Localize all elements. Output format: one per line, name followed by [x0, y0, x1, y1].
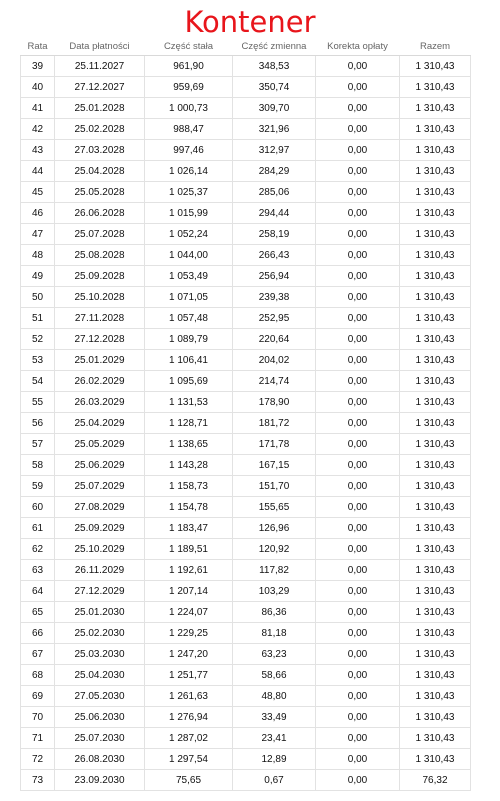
total-cell: 1 310,43 — [400, 413, 471, 434]
total-cell: 1 310,43 — [400, 245, 471, 266]
fixed-part-cell: 997,46 — [145, 140, 233, 161]
variable-part-cell: 266,43 — [233, 245, 316, 266]
variable-part-cell: 309,70 — [233, 98, 316, 119]
payment-date-cell: 25.09.2029 — [55, 518, 145, 539]
total-cell: 1 310,43 — [400, 224, 471, 245]
installment-cell: 60 — [21, 497, 55, 518]
installment-cell: 55 — [21, 392, 55, 413]
payment-date-cell: 25.10.2028 — [55, 287, 145, 308]
table-row — [21, 371, 471, 392]
fixed-part-cell: 1 025,37 — [145, 182, 233, 203]
fee-correction-cell: 0,00 — [316, 665, 400, 686]
table-row — [21, 665, 471, 686]
fee-correction-cell: 0,00 — [316, 518, 400, 539]
table-row — [21, 182, 471, 203]
payment-date-cell: 27.11.2028 — [55, 308, 145, 329]
column-header-fee-correction: Korekta opłaty — [316, 38, 400, 56]
table-row — [21, 770, 471, 791]
payment-date-cell: 25.08.2028 — [55, 245, 145, 266]
variable-part-cell: 256,94 — [233, 266, 316, 287]
installment-cell: 41 — [21, 98, 55, 119]
installment-cell: 62 — [21, 539, 55, 560]
table-row — [21, 518, 471, 539]
variable-part-cell: 252,95 — [233, 308, 316, 329]
fee-correction-cell: 0,00 — [316, 602, 400, 623]
installment-cell: 44 — [21, 161, 55, 182]
installment-cell: 64 — [21, 581, 55, 602]
total-cell: 1 310,43 — [400, 728, 471, 749]
payment-date-cell: 27.12.2027 — [55, 77, 145, 98]
table-row — [21, 98, 471, 119]
fee-correction-cell: 0,00 — [316, 77, 400, 98]
variable-part-cell: 312,97 — [233, 140, 316, 161]
header-row — [21, 38, 471, 56]
fee-correction-cell: 0,00 — [316, 287, 400, 308]
table-row — [21, 497, 471, 518]
fixed-part-cell: 1 053,49 — [145, 266, 233, 287]
fixed-part-cell: 1 297,54 — [145, 749, 233, 770]
payment-date-cell: 25.07.2029 — [55, 476, 145, 497]
table-row — [21, 329, 471, 350]
payment-date-cell: 25.05.2029 — [55, 434, 145, 455]
payment-date-cell: 25.01.2029 — [55, 350, 145, 371]
fixed-part-cell: 1 189,51 — [145, 539, 233, 560]
total-cell: 1 310,43 — [400, 266, 471, 287]
variable-part-cell: 348,53 — [233, 56, 316, 77]
installment-cell: 50 — [21, 287, 55, 308]
payment-date-cell: 25.01.2030 — [55, 602, 145, 623]
fixed-part-cell: 988,47 — [145, 119, 233, 140]
installment-cell: 47 — [21, 224, 55, 245]
fee-correction-cell: 0,00 — [316, 371, 400, 392]
installment-cell: 51 — [21, 308, 55, 329]
fixed-part-cell: 1 224,07 — [145, 602, 233, 623]
variable-part-cell: 220,64 — [233, 329, 316, 350]
installment-cell: 57 — [21, 434, 55, 455]
fee-correction-cell: 0,00 — [316, 728, 400, 749]
variable-part-cell: 321,96 — [233, 119, 316, 140]
payment-date-cell: 26.06.2028 — [55, 203, 145, 224]
fixed-part-cell: 1 154,78 — [145, 497, 233, 518]
total-cell: 76,32 — [400, 770, 471, 791]
table-row — [21, 476, 471, 497]
fixed-part-cell: 1 276,94 — [145, 707, 233, 728]
fee-correction-cell: 0,00 — [316, 308, 400, 329]
fee-correction-cell: 0,00 — [316, 686, 400, 707]
total-cell: 1 310,43 — [400, 644, 471, 665]
installment-cell: 73 — [21, 770, 55, 791]
payment-date-cell: 25.10.2029 — [55, 539, 145, 560]
table-row — [21, 245, 471, 266]
installment-cell: 53 — [21, 350, 55, 371]
payment-date-cell: 25.04.2029 — [55, 413, 145, 434]
fee-correction-cell: 0,00 — [316, 581, 400, 602]
variable-part-cell: 350,74 — [233, 77, 316, 98]
variable-part-cell: 86,36 — [233, 602, 316, 623]
total-cell: 1 310,43 — [400, 602, 471, 623]
fixed-part-cell: 1 192,61 — [145, 560, 233, 581]
fixed-part-cell: 1 057,48 — [145, 308, 233, 329]
installment-cell: 42 — [21, 119, 55, 140]
fixed-part-cell: 1 044,00 — [145, 245, 233, 266]
fixed-part-cell: 1 229,25 — [145, 623, 233, 644]
installment-cell: 63 — [21, 560, 55, 581]
fixed-part-cell: 959,69 — [145, 77, 233, 98]
column-header-fixed-part: Część stała — [145, 38, 233, 56]
total-cell: 1 310,43 — [400, 77, 471, 98]
fee-correction-cell: 0,00 — [316, 392, 400, 413]
table-row — [21, 77, 471, 98]
payment-date-cell: 25.04.2030 — [55, 665, 145, 686]
fixed-part-cell: 75,65 — [145, 770, 233, 791]
variable-part-cell: 167,15 — [233, 455, 316, 476]
installment-cell: 59 — [21, 476, 55, 497]
fixed-part-cell: 1 287,02 — [145, 728, 233, 749]
table-row — [21, 161, 471, 182]
payment-date-cell: 26.02.2029 — [55, 371, 145, 392]
variable-part-cell: 58,66 — [233, 665, 316, 686]
payment-date-cell: 23.09.2030 — [55, 770, 145, 791]
payment-date-cell: 25.05.2028 — [55, 182, 145, 203]
page-title: Kontener — [184, 5, 316, 39]
total-cell: 1 310,43 — [400, 329, 471, 350]
fee-correction-cell: 0,00 — [316, 182, 400, 203]
fee-correction-cell: 0,00 — [316, 119, 400, 140]
column-header-payment-date: Data płatności — [55, 38, 145, 56]
variable-part-cell: 171,78 — [233, 434, 316, 455]
payment-date-cell: 26.03.2029 — [55, 392, 145, 413]
variable-part-cell: 181,72 — [233, 413, 316, 434]
payment-date-cell: 27.03.2028 — [55, 140, 145, 161]
fee-correction-cell: 0,00 — [316, 224, 400, 245]
fee-correction-cell: 0,00 — [316, 497, 400, 518]
variable-part-cell: 120,92 — [233, 539, 316, 560]
fee-correction-cell: 0,00 — [316, 623, 400, 644]
variable-part-cell: 48,80 — [233, 686, 316, 707]
table-row — [21, 119, 471, 140]
fee-correction-cell: 0,00 — [316, 749, 400, 770]
total-cell: 1 310,43 — [400, 56, 471, 77]
payment-date-cell: 25.02.2028 — [55, 119, 145, 140]
table-row — [21, 56, 471, 77]
payment-date-cell: 25.02.2030 — [55, 623, 145, 644]
fee-correction-cell: 0,00 — [316, 455, 400, 476]
table-row — [21, 581, 471, 602]
table-row — [21, 203, 471, 224]
installment-cell: 56 — [21, 413, 55, 434]
installment-cell: 39 — [21, 56, 55, 77]
total-cell: 1 310,43 — [400, 539, 471, 560]
variable-part-cell: 12,89 — [233, 749, 316, 770]
total-cell: 1 310,43 — [400, 392, 471, 413]
fee-correction-cell: 0,00 — [316, 140, 400, 161]
fixed-part-cell: 1 138,65 — [145, 434, 233, 455]
table-row — [21, 224, 471, 245]
installment-cell: 58 — [21, 455, 55, 476]
table-row — [21, 350, 471, 371]
fixed-part-cell: 1 106,41 — [145, 350, 233, 371]
total-cell: 1 310,43 — [400, 119, 471, 140]
installment-cell: 46 — [21, 203, 55, 224]
installment-cell: 48 — [21, 245, 55, 266]
variable-part-cell: 285,06 — [233, 182, 316, 203]
fixed-part-cell: 1 128,71 — [145, 413, 233, 434]
installment-cell: 54 — [21, 371, 55, 392]
variable-part-cell: 126,96 — [233, 518, 316, 539]
column-header-total: Razem — [400, 38, 471, 56]
table-row — [21, 140, 471, 161]
table-header — [21, 38, 471, 56]
fee-correction-cell: 0,00 — [316, 245, 400, 266]
fixed-part-cell: 1 071,05 — [145, 287, 233, 308]
fee-correction-cell: 0,00 — [316, 98, 400, 119]
table-row — [21, 749, 471, 770]
payment-date-cell: 27.05.2030 — [55, 686, 145, 707]
total-cell: 1 310,43 — [400, 665, 471, 686]
table-row — [21, 623, 471, 644]
fixed-part-cell: 1 207,14 — [145, 581, 233, 602]
fixed-part-cell: 961,90 — [145, 56, 233, 77]
fixed-part-cell: 1 095,69 — [145, 371, 233, 392]
total-cell: 1 310,43 — [400, 581, 471, 602]
total-cell: 1 310,43 — [400, 749, 471, 770]
total-cell: 1 310,43 — [400, 560, 471, 581]
fee-correction-cell: 0,00 — [316, 707, 400, 728]
variable-part-cell: 155,65 — [233, 497, 316, 518]
payment-date-cell: 25.01.2028 — [55, 98, 145, 119]
fee-correction-cell: 0,00 — [316, 266, 400, 287]
table-row — [21, 413, 471, 434]
table-row — [21, 728, 471, 749]
fixed-part-cell: 1 247,20 — [145, 644, 233, 665]
total-cell: 1 310,43 — [400, 308, 471, 329]
variable-part-cell: 151,70 — [233, 476, 316, 497]
variable-part-cell: 103,29 — [233, 581, 316, 602]
total-cell: 1 310,43 — [400, 203, 471, 224]
fee-correction-cell: 0,00 — [316, 644, 400, 665]
total-cell: 1 310,43 — [400, 161, 471, 182]
table-row — [21, 287, 471, 308]
fee-correction-cell: 0,00 — [316, 434, 400, 455]
table-body — [21, 56, 471, 791]
installment-cell: 70 — [21, 707, 55, 728]
payment-date-cell: 26.11.2029 — [55, 560, 145, 581]
installment-cell: 66 — [21, 623, 55, 644]
payment-date-cell: 25.09.2028 — [55, 266, 145, 287]
installment-cell: 72 — [21, 749, 55, 770]
fee-correction-cell: 0,00 — [316, 350, 400, 371]
payment-date-cell: 25.07.2030 — [55, 728, 145, 749]
total-cell: 1 310,43 — [400, 350, 471, 371]
fee-correction-cell: 0,00 — [316, 203, 400, 224]
variable-part-cell: 258,19 — [233, 224, 316, 245]
fixed-part-cell: 1 052,24 — [145, 224, 233, 245]
fixed-part-cell: 1 000,73 — [145, 98, 233, 119]
total-cell: 1 310,43 — [400, 707, 471, 728]
payment-schedule-table — [20, 38, 471, 791]
fixed-part-cell: 1 143,28 — [145, 455, 233, 476]
variable-part-cell: 63,23 — [233, 644, 316, 665]
installment-cell: 71 — [21, 728, 55, 749]
variable-part-cell: 294,44 — [233, 203, 316, 224]
table-row — [21, 560, 471, 581]
table-row — [21, 539, 471, 560]
variable-part-cell: 33,49 — [233, 707, 316, 728]
total-cell: 1 310,43 — [400, 518, 471, 539]
payment-date-cell: 27.12.2029 — [55, 581, 145, 602]
total-cell: 1 310,43 — [400, 623, 471, 644]
table-row — [21, 707, 471, 728]
fixed-part-cell: 1 131,53 — [145, 392, 233, 413]
payment-date-cell: 26.08.2030 — [55, 749, 145, 770]
total-cell: 1 310,43 — [400, 455, 471, 476]
payment-date-cell: 25.03.2030 — [55, 644, 145, 665]
total-cell: 1 310,43 — [400, 140, 471, 161]
total-cell: 1 310,43 — [400, 497, 471, 518]
total-cell: 1 310,43 — [400, 98, 471, 119]
fee-correction-cell: 0,00 — [316, 476, 400, 497]
variable-part-cell: 178,90 — [233, 392, 316, 413]
payment-date-cell: 25.07.2028 — [55, 224, 145, 245]
installment-cell: 65 — [21, 602, 55, 623]
total-cell: 1 310,43 — [400, 476, 471, 497]
fee-correction-cell: 0,00 — [316, 329, 400, 350]
fixed-part-cell: 1 026,14 — [145, 161, 233, 182]
variable-part-cell: 204,02 — [233, 350, 316, 371]
variable-part-cell: 239,38 — [233, 287, 316, 308]
fee-correction-cell: 0,00 — [316, 539, 400, 560]
installment-cell: 45 — [21, 182, 55, 203]
installment-cell: 52 — [21, 329, 55, 350]
fee-correction-cell: 0,00 — [316, 770, 400, 791]
payment-date-cell: 25.06.2030 — [55, 707, 145, 728]
fixed-part-cell: 1 015,99 — [145, 203, 233, 224]
table-row — [21, 266, 471, 287]
installment-cell: 40 — [21, 77, 55, 98]
fixed-part-cell: 1 251,77 — [145, 665, 233, 686]
table-row — [21, 434, 471, 455]
table-row — [21, 308, 471, 329]
total-cell: 1 310,43 — [400, 686, 471, 707]
total-cell: 1 310,43 — [400, 287, 471, 308]
column-header-variable-part: Część zmienna — [233, 38, 316, 56]
variable-part-cell: 81,18 — [233, 623, 316, 644]
variable-part-cell: 284,29 — [233, 161, 316, 182]
payment-date-cell: 25.04.2028 — [55, 161, 145, 182]
total-cell: 1 310,43 — [400, 434, 471, 455]
fixed-part-cell: 1 089,79 — [145, 329, 233, 350]
column-header-installment: Rata — [21, 38, 55, 56]
installment-cell: 69 — [21, 686, 55, 707]
table-row — [21, 455, 471, 476]
installment-cell: 67 — [21, 644, 55, 665]
installment-cell: 49 — [21, 266, 55, 287]
fee-correction-cell: 0,00 — [316, 413, 400, 434]
fixed-part-cell: 1 183,47 — [145, 518, 233, 539]
payment-date-cell: 27.12.2028 — [55, 329, 145, 350]
fee-correction-cell: 0,00 — [316, 560, 400, 581]
variable-part-cell: 23,41 — [233, 728, 316, 749]
payment-date-cell: 27.08.2029 — [55, 497, 145, 518]
variable-part-cell: 214,74 — [233, 371, 316, 392]
table-row — [21, 602, 471, 623]
fixed-part-cell: 1 158,73 — [145, 476, 233, 497]
fee-correction-cell: 0,00 — [316, 56, 400, 77]
installment-cell: 61 — [21, 518, 55, 539]
installment-cell: 68 — [21, 665, 55, 686]
variable-part-cell: 117,82 — [233, 560, 316, 581]
variable-part-cell: 0,67 — [233, 770, 316, 791]
payment-date-cell: 25.06.2029 — [55, 455, 145, 476]
table-row — [21, 686, 471, 707]
total-cell: 1 310,43 — [400, 182, 471, 203]
fee-correction-cell: 0,00 — [316, 161, 400, 182]
total-cell: 1 310,43 — [400, 371, 471, 392]
table-row — [21, 392, 471, 413]
payment-date-cell: 25.11.2027 — [55, 56, 145, 77]
installment-cell: 43 — [21, 140, 55, 161]
table-row — [21, 644, 471, 665]
fixed-part-cell: 1 261,63 — [145, 686, 233, 707]
